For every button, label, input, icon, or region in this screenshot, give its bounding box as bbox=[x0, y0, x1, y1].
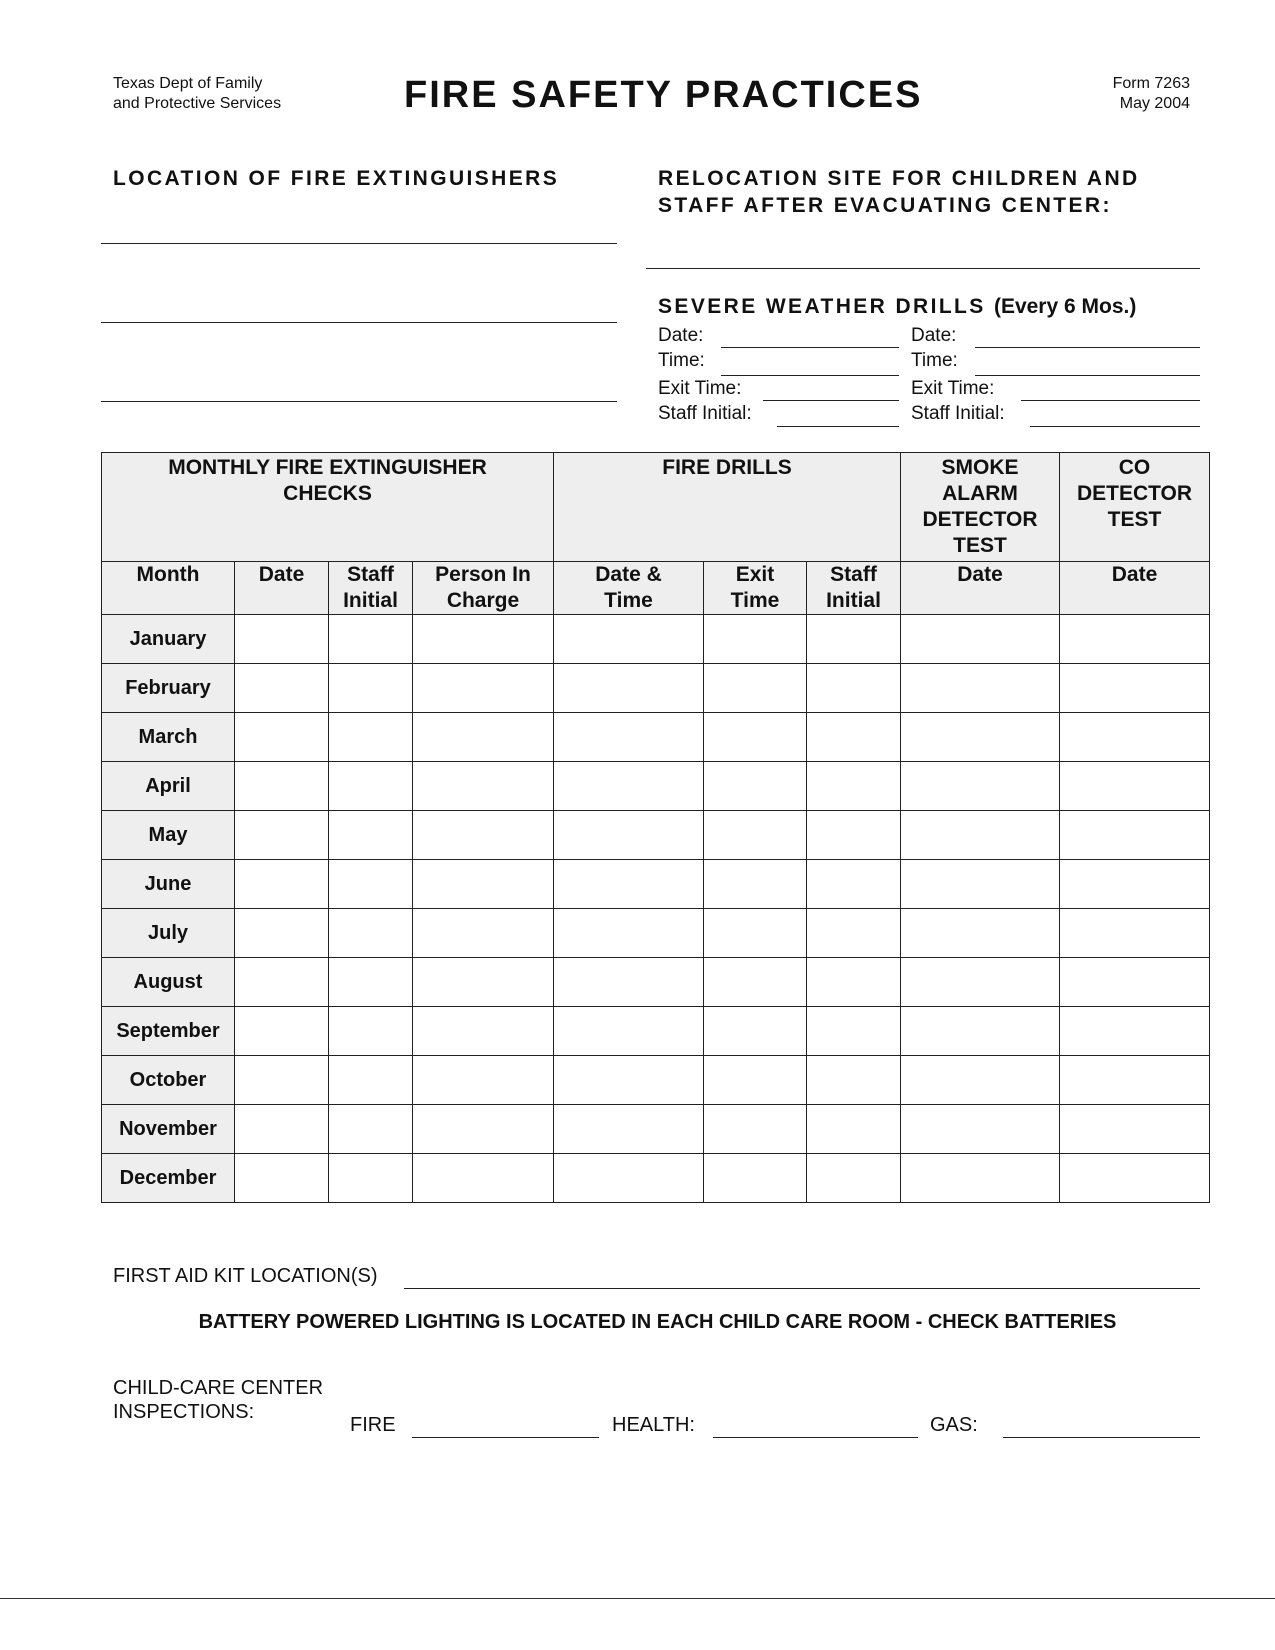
drill-staff-initial-cell[interactable] bbox=[807, 615, 901, 664]
drill-staff-initial-cell[interactable] bbox=[807, 664, 901, 713]
col-co-date-label: Date bbox=[1111, 563, 1158, 586]
weather-2-time-field[interactable] bbox=[975, 375, 1200, 376]
weather-2-exit-time-field[interactable] bbox=[1021, 400, 1200, 401]
col-staff-initial bbox=[329, 562, 413, 615]
drill-date-time-cell[interactable] bbox=[554, 811, 704, 860]
col-date bbox=[235, 562, 329, 615]
ext-person-in-charge-cell[interactable] bbox=[413, 615, 554, 664]
ext-date-cell[interactable] bbox=[235, 664, 329, 713]
co-date-cell[interactable] bbox=[1060, 860, 1210, 909]
extinguisher-location-title: LOCATION OF FIRE EXTINGUISHERS bbox=[113, 167, 560, 190]
smoke-header-line-1: SMOKE bbox=[941, 456, 1019, 479]
drill-staff-initial-cell[interactable] bbox=[807, 1056, 901, 1105]
gas-inspection-field[interactable] bbox=[1003, 1437, 1200, 1438]
drill-exit-time-cell[interactable] bbox=[704, 1154, 807, 1203]
smoke-date-cell[interactable] bbox=[901, 958, 1060, 1007]
weather-2-date-label: Date: bbox=[911, 325, 957, 346]
col-smoke-date-label: Date bbox=[957, 563, 1003, 586]
weather-1-date-field[interactable] bbox=[721, 347, 899, 348]
col-co-date bbox=[1060, 562, 1210, 615]
agency-line-2: and Protective Services bbox=[113, 95, 282, 112]
form-info bbox=[1113, 74, 1190, 114]
table-group-header-row bbox=[102, 453, 1210, 562]
month-label: November bbox=[102, 1105, 235, 1154]
col-month-label: Month bbox=[136, 563, 200, 586]
ext-date-cell[interactable] bbox=[235, 811, 329, 860]
ext-person-in-charge-cell[interactable] bbox=[413, 860, 554, 909]
co-detector-header bbox=[1060, 453, 1210, 562]
col-date-time bbox=[554, 562, 704, 615]
extinguisher-location-field-3[interactable] bbox=[101, 401, 617, 402]
col-exit-line-1: Exit bbox=[735, 563, 775, 586]
smoke-header-line-4: TEST bbox=[953, 534, 1007, 557]
smoke-date-cell[interactable] bbox=[901, 1007, 1060, 1056]
drill-exit-time-cell[interactable] bbox=[704, 1105, 807, 1154]
weather-1-date-label: Date: bbox=[658, 325, 704, 346]
drill-exit-time-cell[interactable] bbox=[704, 958, 807, 1007]
fire-drills-header bbox=[554, 453, 901, 562]
month-label: March bbox=[102, 713, 235, 762]
smoke-header-line-3: DETECTOR bbox=[922, 508, 1038, 531]
agency-name bbox=[113, 74, 281, 114]
ext-date-cell[interactable] bbox=[235, 1154, 329, 1203]
extinguisher-header-line-2: CHECKS bbox=[283, 482, 372, 505]
extinguisher-header-line-1: MONTHLY FIRE EXTINGUISHER bbox=[168, 456, 487, 479]
col-staff-line-2: Initial bbox=[343, 589, 398, 612]
ext-staff-initial-cell[interactable] bbox=[329, 811, 413, 860]
ext-staff-initial-cell[interactable] bbox=[329, 664, 413, 713]
col-person-line-1: Person In bbox=[435, 563, 531, 586]
ext-date-cell[interactable] bbox=[235, 909, 329, 958]
drill-exit-time-cell[interactable] bbox=[704, 664, 807, 713]
ext-person-in-charge-cell[interactable] bbox=[413, 909, 554, 958]
col-drill-staff-line-1: Staff bbox=[830, 563, 877, 586]
col-person-in-charge bbox=[413, 562, 554, 615]
page-bottom-rule bbox=[0, 1598, 1275, 1599]
col-month bbox=[102, 562, 235, 615]
ext-staff-initial-cell[interactable] bbox=[329, 762, 413, 811]
ext-staff-initial-cell[interactable] bbox=[329, 1154, 413, 1203]
smoke-date-cell[interactable] bbox=[901, 1154, 1060, 1203]
smoke-date-cell[interactable] bbox=[901, 1056, 1060, 1105]
ext-date-cell[interactable] bbox=[235, 615, 329, 664]
ext-person-in-charge-cell[interactable] bbox=[413, 713, 554, 762]
drill-exit-time-cell[interactable] bbox=[704, 1007, 807, 1056]
health-inspection-field[interactable] bbox=[713, 1437, 918, 1438]
weather-1-staff-initial-field[interactable] bbox=[777, 426, 899, 427]
month-label: June bbox=[102, 860, 235, 909]
health-inspection-label: HEALTH: bbox=[612, 1414, 695, 1436]
col-staff-line-1: Staff bbox=[347, 563, 394, 586]
table-row bbox=[102, 1056, 1210, 1105]
relocation-title-line-1: RELOCATION SITE FOR CHILDREN AND bbox=[658, 167, 1140, 190]
month-label: October bbox=[102, 1056, 235, 1105]
weather-2-exit-time-label: Exit Time: bbox=[911, 378, 995, 399]
smoke-header-line-2: ALARM bbox=[942, 482, 1018, 505]
drill-staff-initial-cell[interactable] bbox=[807, 860, 901, 909]
drill-date-time-cell[interactable] bbox=[554, 664, 704, 713]
drill-date-time-cell[interactable] bbox=[554, 1154, 704, 1203]
co-date-cell[interactable] bbox=[1060, 909, 1210, 958]
table-row bbox=[102, 958, 1210, 1007]
ext-staff-initial-cell[interactable] bbox=[329, 909, 413, 958]
battery-notice: BATTERY POWERED LIGHTING IS LOCATED IN EACH CHILD CARE ROOM - CHECK BATTERIES bbox=[198, 1311, 1117, 1333]
co-date-cell[interactable] bbox=[1060, 958, 1210, 1007]
severe-weather-title bbox=[658, 293, 1136, 320]
drill-staff-initial-cell[interactable] bbox=[807, 1105, 901, 1154]
table-row bbox=[102, 713, 1210, 762]
extinguisher-location-field-2[interactable] bbox=[101, 322, 617, 323]
inspections-label bbox=[113, 1376, 323, 1424]
drill-staff-initial-cell[interactable] bbox=[807, 1154, 901, 1203]
co-date-cell[interactable] bbox=[1060, 1105, 1210, 1154]
page-title: FIRE SAFETY PRACTICES bbox=[404, 74, 923, 116]
table-row bbox=[102, 762, 1210, 811]
severe-weather-heading: SEVERE WEATHER DRILLS bbox=[658, 295, 986, 318]
col-person-line-2: Charge bbox=[446, 589, 520, 612]
ext-date-cell[interactable] bbox=[235, 1007, 329, 1056]
weather-2-staff-initial-label: Staff Initial: bbox=[911, 403, 1005, 424]
table-row bbox=[102, 811, 1210, 860]
smoke-date-cell[interactable] bbox=[901, 909, 1060, 958]
relocation-site-title bbox=[658, 165, 1140, 219]
drill-staff-initial-cell[interactable] bbox=[807, 958, 901, 1007]
month-label: May bbox=[102, 811, 235, 860]
month-label: July bbox=[102, 909, 235, 958]
ext-date-cell[interactable] bbox=[235, 1105, 329, 1154]
col-datetime-line-1: Date & bbox=[595, 563, 662, 586]
month-label: September bbox=[102, 1007, 235, 1056]
ext-staff-initial-cell[interactable] bbox=[329, 1007, 413, 1056]
drill-date-time-cell[interactable] bbox=[554, 1056, 704, 1105]
ext-person-in-charge-cell[interactable] bbox=[413, 1056, 554, 1105]
month-label: February bbox=[102, 664, 235, 713]
month-label: April bbox=[102, 762, 235, 811]
co-header-line-1: CO bbox=[1118, 456, 1151, 479]
smoke-date-cell[interactable] bbox=[901, 1105, 1060, 1154]
drill-exit-time-cell[interactable] bbox=[704, 615, 807, 664]
form-date: May 2004 bbox=[1119, 95, 1190, 112]
ext-staff-initial-cell[interactable] bbox=[329, 860, 413, 909]
drill-staff-initial-cell[interactable] bbox=[807, 909, 901, 958]
relocation-site-field[interactable] bbox=[646, 268, 1200, 269]
ext-staff-initial-cell[interactable] bbox=[329, 1056, 413, 1105]
co-date-cell[interactable] bbox=[1060, 1154, 1210, 1203]
smoke-date-cell[interactable] bbox=[901, 664, 1060, 713]
ext-person-in-charge-cell[interactable] bbox=[413, 762, 554, 811]
col-datetime-line-2: Time bbox=[604, 589, 653, 612]
drill-exit-time-cell[interactable] bbox=[704, 1056, 807, 1105]
relocation-title-line-2: STAFF AFTER EVACUATING CENTER: bbox=[658, 194, 1112, 217]
ext-person-in-charge-cell[interactable] bbox=[413, 958, 554, 1007]
month-label: December bbox=[102, 1154, 235, 1203]
drill-exit-time-cell[interactable] bbox=[704, 762, 807, 811]
co-header-line-2: DETECTOR bbox=[1076, 482, 1193, 505]
table-column-header-row bbox=[102, 562, 1210, 615]
month-label: August bbox=[102, 958, 235, 1007]
table-row bbox=[102, 860, 1210, 909]
col-drill-staff-line-2: Initial bbox=[826, 589, 881, 612]
extinguisher-checks-header bbox=[102, 453, 554, 562]
smoke-date-cell[interactable] bbox=[901, 615, 1060, 664]
table-row bbox=[102, 1007, 1210, 1056]
ext-person-in-charge-cell[interactable] bbox=[413, 811, 554, 860]
weather-1-exit-time-label: Exit Time: bbox=[658, 378, 742, 399]
co-date-cell[interactable] bbox=[1060, 1007, 1210, 1056]
co-date-cell[interactable] bbox=[1060, 811, 1210, 860]
drill-exit-time-cell[interactable] bbox=[704, 909, 807, 958]
ext-staff-initial-cell[interactable] bbox=[329, 615, 413, 664]
drill-date-time-cell[interactable] bbox=[554, 909, 704, 958]
smoke-date-cell[interactable] bbox=[901, 762, 1060, 811]
ext-date-cell[interactable] bbox=[235, 860, 329, 909]
smoke-date-cell[interactable] bbox=[901, 860, 1060, 909]
fire-safety-log-table bbox=[101, 452, 1210, 1203]
col-date-label: Date bbox=[258, 563, 305, 586]
drill-exit-time-cell[interactable] bbox=[704, 713, 807, 762]
ext-staff-initial-cell[interactable] bbox=[329, 713, 413, 762]
ext-person-in-charge-cell[interactable] bbox=[413, 664, 554, 713]
drill-date-time-cell[interactable] bbox=[554, 615, 704, 664]
inspections-line-2: INSPECTIONS: bbox=[113, 1401, 255, 1423]
agency-line-1: Texas Dept of Family bbox=[113, 75, 263, 92]
first-aid-location-field[interactable] bbox=[404, 1288, 1200, 1289]
table-row bbox=[102, 909, 1210, 958]
weather-1-time-field[interactable] bbox=[721, 375, 899, 376]
drill-staff-initial-cell[interactable] bbox=[807, 713, 901, 762]
ext-person-in-charge-cell[interactable] bbox=[413, 1105, 554, 1154]
drill-date-time-cell[interactable] bbox=[554, 860, 704, 909]
drill-exit-time-cell[interactable] bbox=[704, 811, 807, 860]
table-row bbox=[102, 615, 1210, 664]
table-row bbox=[102, 1105, 1210, 1154]
ext-date-cell[interactable] bbox=[235, 713, 329, 762]
weather-2-date-field[interactable] bbox=[975, 347, 1200, 348]
drill-staff-initial-cell[interactable] bbox=[807, 1007, 901, 1056]
fire-inspection-field[interactable] bbox=[412, 1437, 599, 1438]
form-number: Form 7263 bbox=[1112, 75, 1190, 92]
drill-date-time-cell[interactable] bbox=[554, 1007, 704, 1056]
month-label: January bbox=[102, 615, 235, 664]
weather-1-staff-initial-label: Staff Initial: bbox=[658, 403, 752, 424]
ext-person-in-charge-cell[interactable] bbox=[413, 1154, 554, 1203]
ext-staff-initial-cell[interactable] bbox=[329, 958, 413, 1007]
drill-date-time-cell[interactable] bbox=[554, 958, 704, 1007]
co-date-cell[interactable] bbox=[1060, 1056, 1210, 1105]
co-date-cell[interactable] bbox=[1060, 615, 1210, 664]
smoke-alarm-header bbox=[901, 453, 1060, 562]
fire-drills-header-text: FIRE DRILLS bbox=[662, 456, 792, 479]
ext-date-cell[interactable] bbox=[235, 958, 329, 1007]
weather-2-staff-initial-field[interactable] bbox=[1030, 426, 1200, 427]
col-exit-time bbox=[704, 562, 807, 615]
co-date-cell[interactable] bbox=[1060, 762, 1210, 811]
smoke-date-cell[interactable] bbox=[901, 811, 1060, 860]
weather-2-time-label: Time: bbox=[911, 350, 958, 371]
first-aid-label: FIRST AID KIT LOCATION(S) bbox=[113, 1265, 378, 1287]
extinguisher-location-field-1[interactable] bbox=[101, 243, 617, 244]
table-row bbox=[102, 1154, 1210, 1203]
ext-date-cell[interactable] bbox=[235, 762, 329, 811]
co-header-line-3: TEST bbox=[1107, 508, 1162, 531]
col-smoke-date bbox=[901, 562, 1060, 615]
co-date-cell[interactable] bbox=[1060, 713, 1210, 762]
gas-inspection-label: GAS: bbox=[930, 1414, 978, 1436]
severe-weather-frequency: (Every 6 Mos.) bbox=[993, 295, 1137, 318]
drill-staff-initial-cell[interactable] bbox=[807, 762, 901, 811]
drill-date-time-cell[interactable] bbox=[554, 713, 704, 762]
drill-date-time-cell[interactable] bbox=[554, 762, 704, 811]
ext-person-in-charge-cell[interactable] bbox=[413, 1007, 554, 1056]
weather-1-time-label: Time: bbox=[658, 350, 705, 371]
co-date-cell[interactable] bbox=[1060, 664, 1210, 713]
weather-1-exit-time-field[interactable] bbox=[763, 400, 899, 401]
smoke-date-cell[interactable] bbox=[901, 713, 1060, 762]
table-row bbox=[102, 664, 1210, 713]
fire-inspection-label: FIRE bbox=[350, 1414, 396, 1436]
col-exit-line-2: Time bbox=[730, 589, 780, 612]
drill-exit-time-cell[interactable] bbox=[704, 860, 807, 909]
ext-date-cell[interactable] bbox=[235, 1056, 329, 1105]
ext-staff-initial-cell[interactable] bbox=[329, 1105, 413, 1154]
col-drill-staff-initial bbox=[807, 562, 901, 615]
drill-staff-initial-cell[interactable] bbox=[807, 811, 901, 860]
inspections-line-1: CHILD-CARE CENTER bbox=[113, 1377, 324, 1399]
drill-date-time-cell[interactable] bbox=[554, 1105, 704, 1154]
